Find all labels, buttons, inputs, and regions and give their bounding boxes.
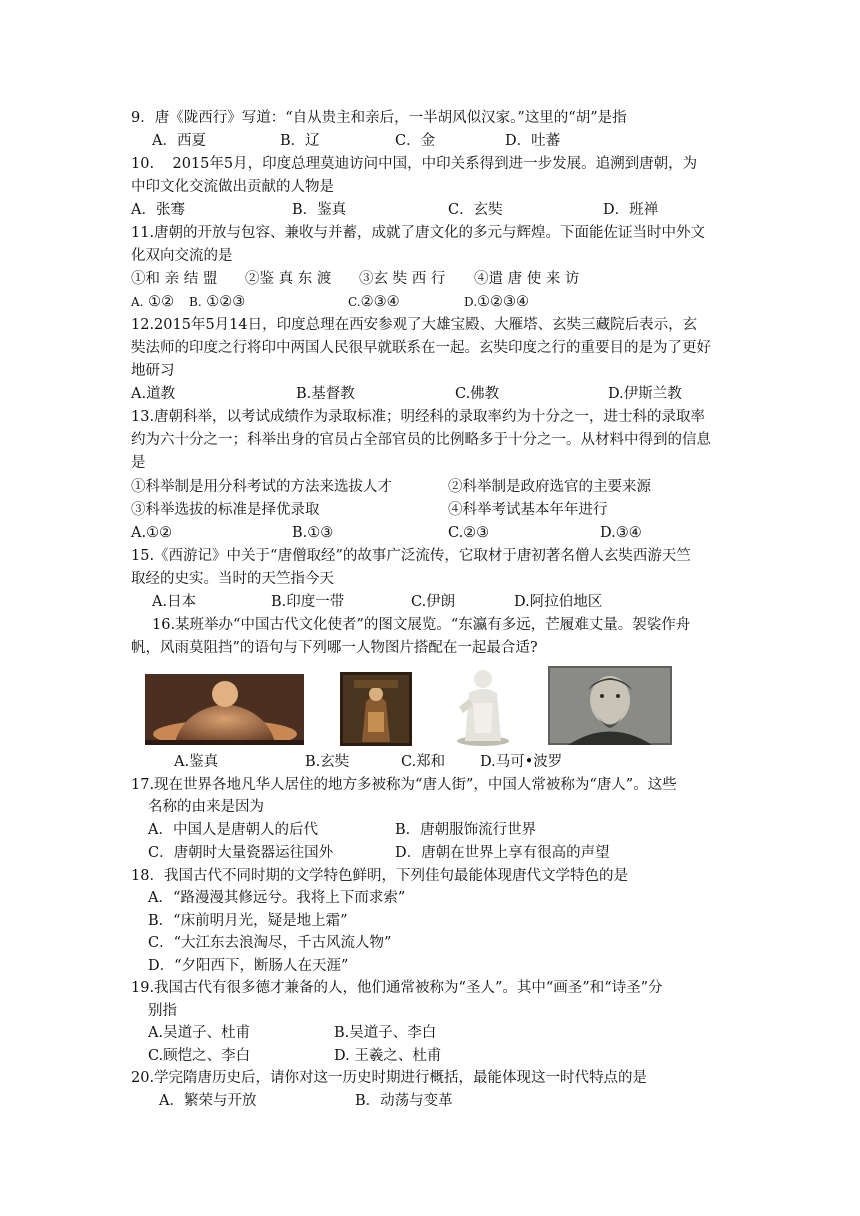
q12-option-c: C.佛教 bbox=[455, 386, 500, 402]
q11-stem-line-2: 化双向交流的是 bbox=[131, 248, 233, 264]
q13-option-c: C.②③ bbox=[448, 525, 490, 541]
q18-option-c: C．“大江东去浪淘尽，千古风流人物” bbox=[148, 935, 392, 951]
q11-option-b: B. ①②③ bbox=[189, 294, 246, 310]
q11-item-4: ④遣 唐 使 来 访 bbox=[474, 271, 580, 287]
q19-stem-line-1: 19.我国古代有很多德才兼备的人，他们通常被称为“圣人”。其中“画圣”和“诗圣”分 bbox=[131, 980, 663, 996]
q20-option-b: B．动荡与变革 bbox=[355, 1093, 453, 1109]
q11-item-2: ②鉴 真 东 渡 bbox=[245, 271, 332, 287]
q12-option-d: D.伊斯兰教 bbox=[608, 386, 682, 402]
zhenghe-statue-image bbox=[449, 663, 516, 746]
q17-option-a: A．中国人是唐朝人的后代 bbox=[148, 822, 318, 838]
q18-option-a: A．“路漫漫其修远兮。我将上下而求索” bbox=[148, 890, 406, 906]
q13-option-d: D.③④ bbox=[600, 525, 642, 541]
xuanzang-portrait-image bbox=[340, 672, 412, 746]
q10-option-a: A．张骞 bbox=[131, 202, 185, 218]
q18-stem: 18．我国古代不同时期的文学特色鲜明，下列佳句最能体现唐代文学特色的是 bbox=[131, 868, 628, 884]
q13-item-4: ④科举考试基本年年进行 bbox=[448, 502, 608, 518]
q10-option-c: C．玄奘 bbox=[448, 202, 503, 218]
q11-item-3: ③玄 奘 西 行 bbox=[359, 271, 446, 287]
q13-item-3: ③科举选拔的标准是择优录取 bbox=[131, 502, 320, 518]
q18-option-d: D．“夕阳西下，断肠人在天涯” bbox=[148, 958, 349, 974]
q12-stem-line-3: 地研习 bbox=[131, 363, 175, 379]
q11-option-d: D.①②③④ bbox=[464, 294, 530, 310]
q9-stem: 9．唐《陇西行》写道：“自从贵主和亲后，一半胡风似汉家。”这里的“胡”是指 bbox=[131, 110, 627, 126]
q19-option-d: D. 王羲之、杜甫 bbox=[334, 1048, 442, 1064]
q20-option-a: A．繁荣与开放 bbox=[159, 1093, 257, 1109]
q13-stem-line-1: 13.唐朝科举，以考试成绩作为录取标准；明经科的录取率约为十分之一，进士科的录取率 bbox=[131, 409, 706, 425]
q19-option-b: B.吴道子、李白 bbox=[334, 1025, 437, 1041]
q17-stem-line-1: 17.现在世界各地凡华人居住的地方多被称为“唐人街”，中国人常被称为“唐人”。这些 bbox=[131, 777, 677, 793]
q19-option-c: C.顾恺之、李白 bbox=[148, 1048, 251, 1064]
q13-stem-line-2: 约为六十分之一；科举出身的官员占全部官员的比例略多于十分之一。从材料中得到的信息 bbox=[131, 432, 711, 448]
q16-stem-line-2: 帆，风雨莫阻挡”的语句与下列哪一人物图片搭配在一起最合适? bbox=[131, 640, 538, 656]
q15-option-c: C.伊朗 bbox=[411, 594, 456, 610]
q10-option-b: B．鉴真 bbox=[292, 202, 347, 218]
q17-stem-line-2: 名称的由来是因为 bbox=[148, 799, 264, 815]
q13-item-2: ②科举制是政府选官的主要来源 bbox=[448, 479, 651, 495]
q11-item-1: ①和 亲 结 盟 bbox=[131, 271, 218, 287]
q12-option-a: A.道教 bbox=[131, 386, 176, 402]
q12-stem-line-2: 奘法师的印度之行将印中两国人民很早就联系在一起。玄奘印度之行的重要目的是为了更好 bbox=[131, 340, 711, 356]
q17-option-c: C．唐朝时大量瓷器运往国外 bbox=[148, 845, 334, 861]
q11-option-c: C.②③④ bbox=[348, 294, 400, 310]
q13-option-a: A.①② bbox=[131, 525, 173, 541]
q16-option-a: A.鉴真 bbox=[174, 754, 219, 770]
jianzhen-statue-image bbox=[145, 674, 304, 745]
q19-option-a: A.吴道子、杜甫 bbox=[148, 1025, 251, 1041]
marco-polo-portrait-image bbox=[548, 666, 672, 745]
q10-stem-line-1: 10. 2015年5月，印度总理莫迪访问中国，中印关系得到进一步发展。追溯到唐朝，为 bbox=[131, 156, 698, 172]
q16-option-d: D.马可•波罗 bbox=[480, 754, 563, 770]
q17-option-b: B．唐朝服饰流行世界 bbox=[395, 822, 537, 838]
q16-option-b: B.玄奘 bbox=[305, 754, 350, 770]
q15-stem-line-1: 15.《西游记》中关于“唐僧取经”的故事广泛流传，它取材于唐初著名僧人玄奘西游天竺 bbox=[131, 548, 691, 564]
q18-option-b: B．“床前明月光，疑是地上霜” bbox=[148, 913, 348, 929]
q11-stem-line-1: 11.唐朝的开放与包容、兼收与并蓄，成就了唐文化的多元与辉煌。下面能佐证当时中外文 bbox=[131, 225, 706, 241]
q20-stem: 20.学完隋唐历史后，请你对这一历史时期进行概括，最能体现这一时代特点的是 bbox=[131, 1070, 648, 1086]
q13-item-1: ①科举制是用分科考试的方法来选拔人才 bbox=[131, 479, 392, 495]
q13-option-b: B.①③ bbox=[292, 525, 334, 541]
q15-option-b: B.印度一带 bbox=[271, 594, 345, 610]
q10-option-d: D．班禅 bbox=[603, 202, 659, 218]
q15-option-a: A.日本 bbox=[152, 594, 197, 610]
q9-option-a: A．西夏 bbox=[152, 133, 206, 149]
q16-stem-line-1: 16.某班举办“中国古代文化使者”的图文展览。“东瀛有多远，芒履难丈量。袈裟作舟 bbox=[152, 617, 691, 633]
q12-option-b: B.基督教 bbox=[296, 386, 355, 402]
q17-option-d: D．唐朝在世界上享有很高的声望 bbox=[395, 845, 610, 861]
q16-option-c: C.郑和 bbox=[401, 754, 446, 770]
q9-option-b: B．辽 bbox=[280, 133, 320, 149]
q12-stem-line-1: 12.2015年5月14日，印度总理在西安参观了大雄宝殿、大雁塔、玄奘三藏院后表示，玄 bbox=[131, 317, 698, 333]
q15-option-d: D.阿拉伯地区 bbox=[514, 594, 603, 610]
q10-stem-line-2: 中印文化交流做出贡献的人物是 bbox=[131, 179, 334, 195]
q13-stem-line-3: 是 bbox=[131, 455, 146, 471]
q19-stem-line-2: 别指 bbox=[148, 1003, 177, 1019]
q11-option-a: A. ①② bbox=[131, 294, 175, 310]
q15-stem-line-2: 取经的史实。当时的天竺指今天 bbox=[131, 571, 334, 587]
q9-option-c: C．金 bbox=[395, 133, 436, 149]
q9-option-d: D．吐蕃 bbox=[505, 133, 561, 149]
